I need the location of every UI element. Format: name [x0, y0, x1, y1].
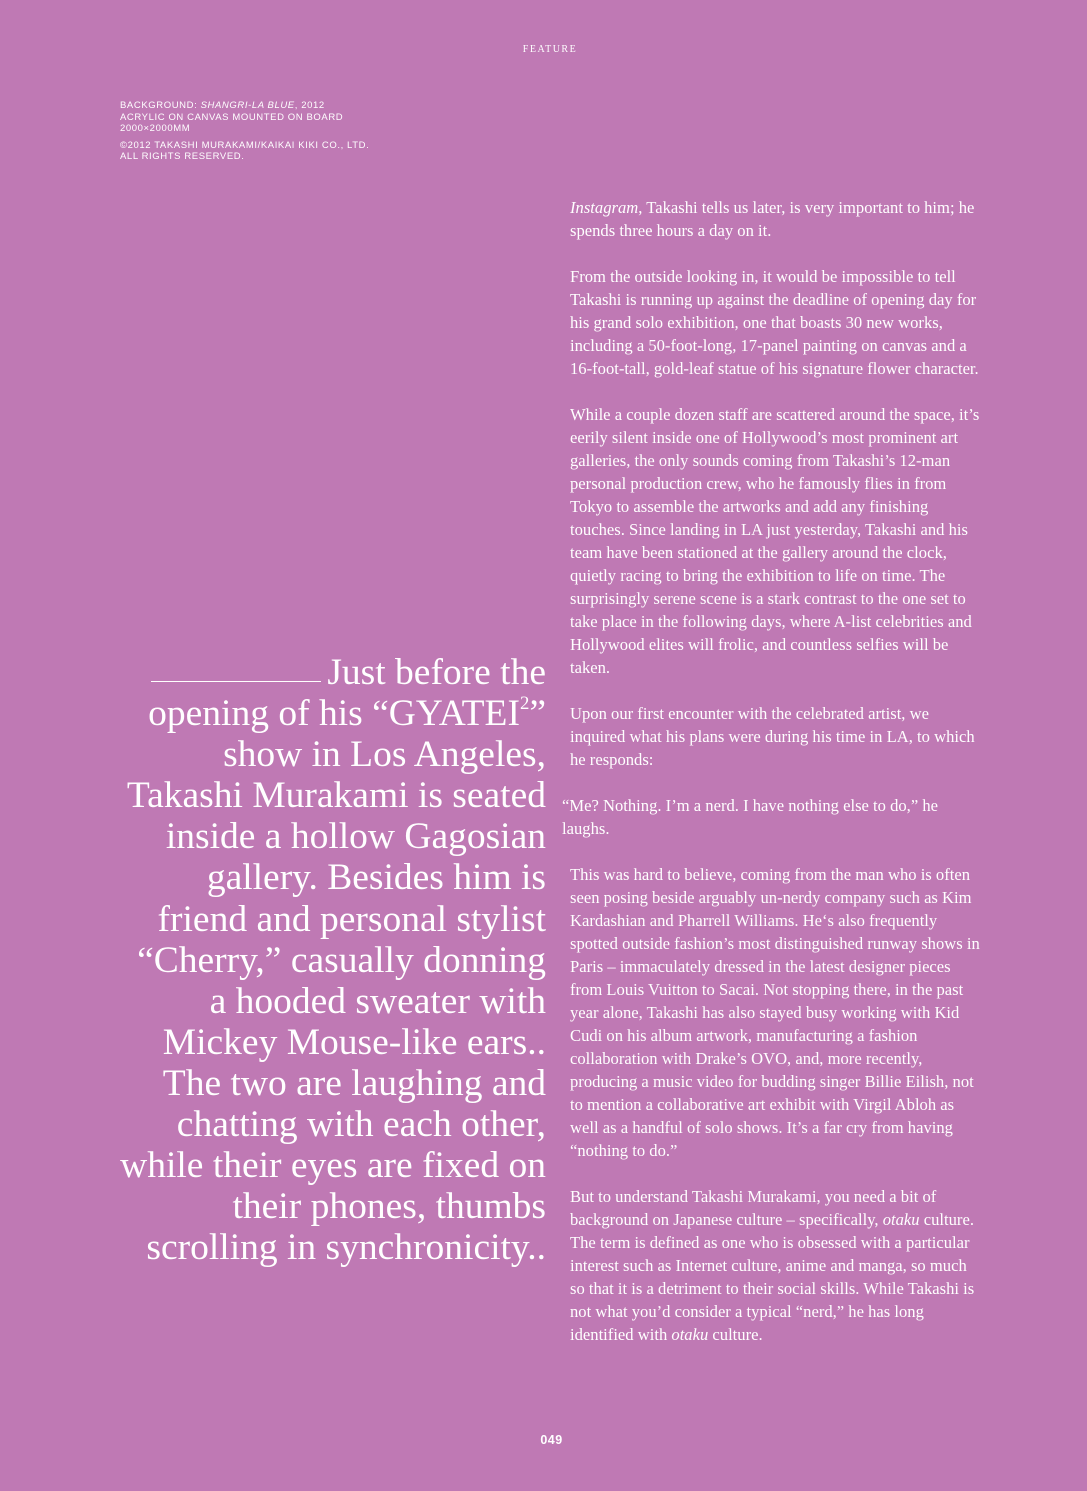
caption-artwork-title: SHANGRI-LA BLUE [200, 100, 295, 111]
pull-quote [118, 652, 546, 1268]
article-paragraph-7-text-b: culture. The term is defined as one who is obsessed with a particular interest such as Internet culture, anime and manga, so much so that it is a detriment to their social skills. While Takashi is not what you’d consider a typical “nerd,” he has long identified with [570, 1210, 975, 1344]
article-paragraph-2: From the outside looking in, it would be impossible to tell Takashi is running up against the deadline of opening day for his grand solo exhibition, one that boasts 30 new works, including a 50-foot-long, 17-panel painting on canvas and a 16-foot-tall, gold-leaf statue of his signature flower character. [570, 267, 979, 378]
caption-dimensions: 2000×2000MM [120, 123, 191, 134]
pull-quote-text-end: ” show in Los Angeles, Takashi Murakami is seated inside a hollow Gagosian gallery. Besides him is friend and personal stylist “Cherry,” casually donning a hooded sweater with Mickey Mouse-like ears.. The two are laughing and chatting with each other, while their eyes are fixed on their phones, thumbs scrolling in synchronicity.. [120, 693, 546, 1269]
otaku-term-2: otaku [671, 1325, 709, 1344]
pull-quote-rule [151, 681, 321, 682]
article-paragraph-7-text-a: But to understand Takashi Murakami, you need a bit of background on Japanese culture – specifically, [570, 1187, 937, 1229]
article-quote-paragraph: “Me? Nothing. I’m a nerd. I have nothing else to do,” he laughs. [562, 796, 939, 838]
page-number: 049 [540, 1433, 563, 1447]
pull-quote-text-start: Just before the opening of his “GYATEI [148, 652, 546, 735]
pull-quote-superscript: 2 [519, 693, 530, 715]
caption-artwork-year: , 2012 [294, 100, 325, 111]
caption-medium: ACRYLIC ON CANVAS MOUNTED ON BOARD [120, 111, 344, 123]
caption-copyright: ©2012 TAKASHI MURAKAMI/KAIKAI KIKI CO., LTD. ALL RIGHTS RESERVED. [120, 139, 370, 162]
instagram-mention: Instagram [570, 198, 639, 217]
article-paragraph-4: Upon our first encounter with the celebrated artist, we inquired what his plans were during his time in LA, to which he responds: [570, 704, 975, 769]
image-caption [120, 100, 390, 168]
article-paragraph-7 [570, 1185, 985, 1346]
article-body [562, 196, 985, 1369]
article-paragraph-3: While a couple dozen staff are scattered around the space, it’s eerily silent inside one of Hollywood’s most prominent art galleries, the only sounds coming from Takashi’s 12-man personal production crew, who he famously flies in from Tokyo to assemble the artworks and add any finishing touches. Since landing in LA just yesterday, Takashi and his team have been stationed at the gallery around the clock, quietly racing to bring the exhibition to life on time. The surprisingly serene scene is a stark contrast to the one set to take place in the following days, where A-list celebrities and Hollywood elites will frolic, and countless selfies will be taken. [570, 405, 980, 677]
caption-artwork [120, 100, 390, 135]
otaku-term: otaku [882, 1210, 920, 1229]
section-label: FEATURE [522, 44, 578, 55]
article-paragraph-7-text-c: culture. [708, 1325, 763, 1344]
article-paragraph-1-text: , Takashi tells us later, is very important to him; he spends three hours a day on it. [570, 198, 975, 240]
caption-prefix: BACKGROUND: [120, 100, 201, 111]
article-paragraph-1 [570, 196, 985, 242]
article-paragraph-6: This was hard to believe, coming from the man who is often seen posing beside arguably un-nerdy company such as Kim Kardashian and Pharrell Williams. He‘s also frequently spotted outside fashion’s most distinguished runway shows in Paris – immaculately dressed in the latest designer pieces from Louis Vuitton to Sacai. Not stopping there, in the past year alone, Takashi has also stayed busy working with Kid Cudi on his album artwork, manufacturing a fashion collaboration with Drake’s OVO, and, more recently, producing a music video for budding singer Billie Eilish, not to mention a collaborative art exhibit with Virgil Abloh as well as a handful of solo shows. It’s a far cry from having “nothing to do.” [570, 865, 980, 1160]
